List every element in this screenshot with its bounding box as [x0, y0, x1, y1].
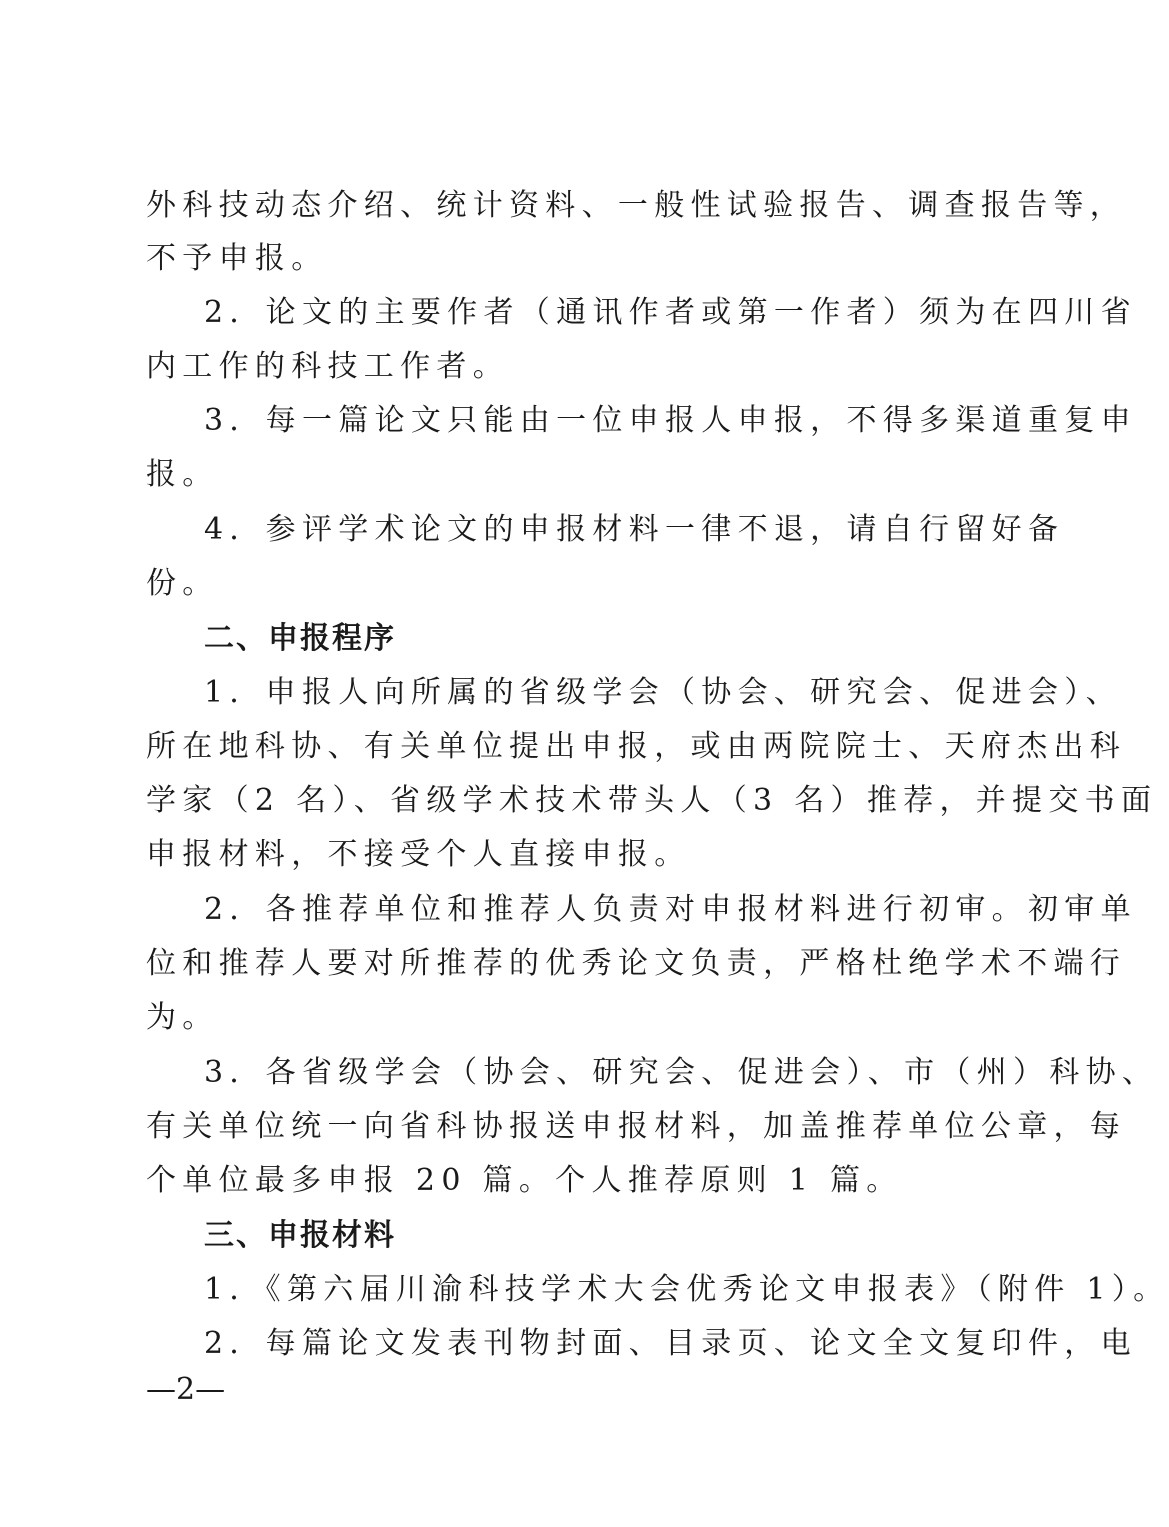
paragraph-line: 有关单位统一向省科协报送申报材料，加盖推荐单位公章，每 — [146, 1109, 1127, 1144]
paragraph-line: 1．申报人向所属的省级学会（协会、研究会、促进会）、 — [204, 675, 1122, 710]
page-number: —2— — [146, 1372, 226, 1407]
paragraph-line: 位和推荐人要对所推荐的优秀论文负责，严格杜绝学术不端行 — [146, 946, 1127, 981]
paragraph-line: 所在地科协、有关单位提出申报，或由两院院士、天府杰出科 — [146, 729, 1127, 764]
paragraph-line: 2．论文的主要作者（通讯作者或第一作者）须为在四川省 — [204, 295, 1137, 330]
paragraph-line: 不予申报。 — [146, 241, 328, 276]
paragraph-line: 3．每一篇论文只能由一位申报人申报，不得多渠道重复申 — [204, 403, 1137, 438]
paragraph-line: 个单位最多申报 20 篇。个人推荐原则 1 篇。 — [146, 1163, 903, 1198]
paragraph-line: 为。 — [146, 1000, 219, 1035]
paragraph-line: 4．参评学术论文的申报材料一律不退，请自行留好备 — [204, 512, 1065, 547]
paragraph-line: 3．各省级学会（协会、研究会、促进会）、市（州）科协、 — [204, 1055, 1159, 1090]
section-heading-procedure: 二、申报程序 — [204, 621, 396, 656]
paragraph-line: 申报材料，不接受个人直接申报。 — [146, 837, 691, 872]
paragraph-line: 报。 — [146, 457, 219, 492]
paragraph-line: 2．每篇论文发表刊物封面、目录页、论文全文复印件，电 — [204, 1326, 1137, 1361]
paragraph-line: 内工作的科技工作者。 — [146, 349, 509, 384]
paragraph-line: 学家（2 名）、省级学术技术带头人（3 名）推荐，并提交书面 — [146, 783, 1158, 818]
paragraph-line: 1．《第六届川渝科技学术大会优秀论文申报表》（附件 1）。 — [204, 1272, 1169, 1307]
paragraph-line: 外科技动态介绍、统计资料、一般性试验报告、调查报告等， — [146, 188, 1127, 223]
paragraph-line: 2．各推荐单位和推荐人负责对申报材料进行初审。初审单 — [204, 892, 1137, 927]
paragraph-line: 份。 — [146, 566, 219, 601]
section-heading-materials: 三、申报材料 — [204, 1218, 396, 1253]
